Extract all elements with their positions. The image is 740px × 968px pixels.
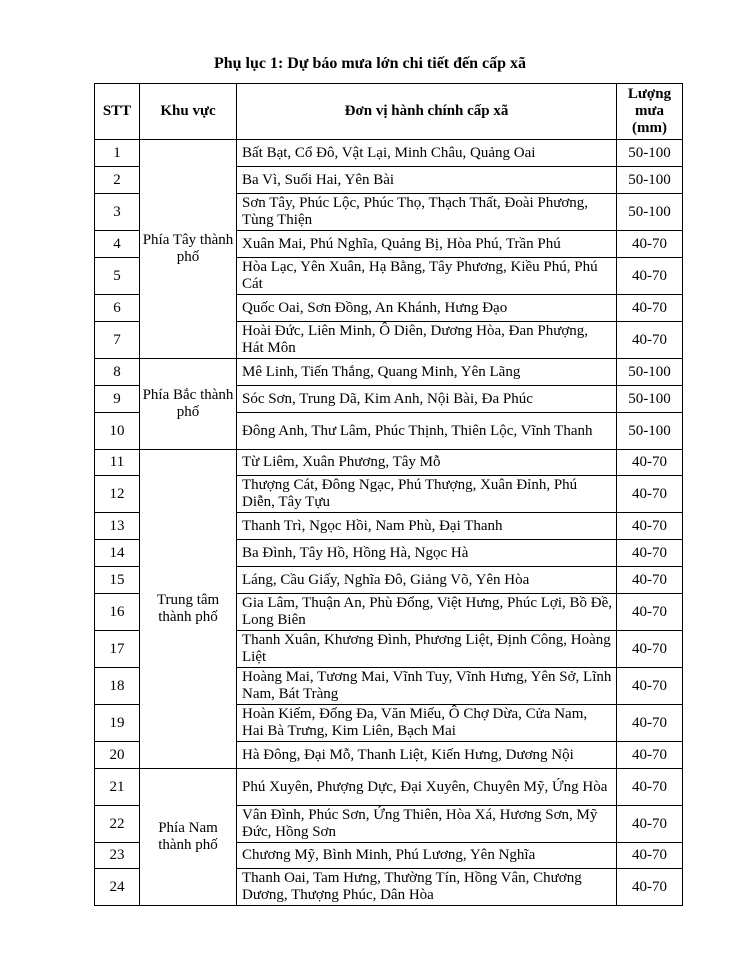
- stt-cell: 4: [95, 231, 140, 258]
- header-region: Khu vực: [140, 84, 237, 140]
- rainfall-cell: 50-100: [617, 386, 683, 413]
- rainfall-cell: 40-70: [617, 540, 683, 567]
- rainfall-cell: 40-70: [617, 450, 683, 476]
- rainfall-cell: 40-70: [617, 258, 683, 295]
- stt-cell: 11: [95, 450, 140, 476]
- rainfall-cell: 40-70: [617, 567, 683, 594]
- wards-cell: Vân Đình, Phúc Sơn, Ứng Thiên, Hòa Xá, Hương Sơn, Mỹ Đức, Hồng Sơn: [237, 806, 617, 843]
- wards-cell: Hoàng Mai, Tương Mai, Vĩnh Tuy, Vĩnh Hưng, Yên Sở, Lĩnh Nam, Bát Tràng: [237, 668, 617, 705]
- stt-cell: 18: [95, 668, 140, 705]
- rainfall-cell: 50-100: [617, 194, 683, 231]
- wards-cell: Thanh Xuân, Khương Đình, Phương Liệt, Định Công, Hoàng Liệt: [237, 631, 617, 668]
- rainfall-table: [94, 83, 683, 906]
- wards-cell: Ba Vì, Suối Hai, Yên Bài: [237, 167, 617, 194]
- header-rainfall: Lượng mưa (mm): [617, 84, 683, 140]
- wards-cell: Quốc Oai, Sơn Đồng, An Khánh, Hưng Đạo: [237, 295, 617, 322]
- rainfall-cell: 40-70: [617, 231, 683, 258]
- stt-cell: 2: [95, 167, 140, 194]
- rainfall-cell: 40-70: [617, 769, 683, 806]
- rainfall-cell: 40-70: [617, 705, 683, 742]
- stt-cell: 15: [95, 567, 140, 594]
- header-stt: STT: [95, 84, 140, 140]
- stt-cell: 3: [95, 194, 140, 231]
- table-row: [95, 140, 683, 167]
- region-cell-west: Phía Tây thành phố: [140, 140, 237, 359]
- table-row: [95, 769, 683, 806]
- stt-cell: 12: [95, 476, 140, 513]
- rainfall-cell: 50-100: [617, 359, 683, 386]
- wards-cell: Phú Xuyên, Phượng Dực, Đại Xuyên, Chuyên Mỹ, Ứng Hòa: [237, 769, 617, 806]
- rainfall-cell: 40-70: [617, 322, 683, 359]
- wards-cell: Từ Liêm, Xuân Phương, Tây Mỗ: [237, 450, 617, 476]
- stt-cell: 5: [95, 258, 140, 295]
- region-cell-south: Phía Nam thành phố: [140, 769, 237, 906]
- stt-cell: 19: [95, 705, 140, 742]
- wards-cell: Xuân Mai, Phú Nghĩa, Quảng Bị, Hòa Phú, Trần Phú: [237, 231, 617, 258]
- stt-cell: 14: [95, 540, 140, 567]
- stt-cell: 9: [95, 386, 140, 413]
- rainfall-cell: 50-100: [617, 140, 683, 167]
- rainfall-cell: 40-70: [617, 806, 683, 843]
- wards-cell: Bất Bạt, Cổ Đô, Vật Lại, Minh Châu, Quảng Oai: [237, 140, 617, 167]
- wards-cell: Láng, Cầu Giấy, Nghĩa Đô, Giảng Võ, Yên Hòa: [237, 567, 617, 594]
- wards-cell: Thanh Trì, Ngọc Hồi, Nam Phù, Đại Thanh: [237, 513, 617, 540]
- wards-cell: Sơn Tây, Phúc Lộc, Phúc Thọ, Thạch Thất, Đoài Phương, Tùng Thiện: [237, 194, 617, 231]
- wards-cell: Thượng Cát, Đông Ngạc, Phú Thượng, Xuân Đỉnh, Phú Diễn, Tây Tựu: [237, 476, 617, 513]
- stt-cell: 6: [95, 295, 140, 322]
- wards-cell: Sóc Sơn, Trung Dã, Kim Anh, Nội Bài, Đa Phúc: [237, 386, 617, 413]
- table-row: [95, 359, 683, 386]
- wards-cell: Hà Đông, Đại Mỗ, Thanh Liệt, Kiến Hưng, Dương Nội: [237, 742, 617, 769]
- rainfall-cell: 40-70: [617, 869, 683, 906]
- rainfall-cell: 50-100: [617, 167, 683, 194]
- wards-cell: Chương Mỹ, Bình Minh, Phú Lương, Yên Nghĩa: [237, 843, 617, 869]
- stt-cell: 24: [95, 869, 140, 906]
- rainfall-cell: 40-70: [617, 668, 683, 705]
- rainfall-cell: 40-70: [617, 295, 683, 322]
- stt-cell: 7: [95, 322, 140, 359]
- stt-cell: 22: [95, 806, 140, 843]
- stt-cell: 8: [95, 359, 140, 386]
- stt-cell: 20: [95, 742, 140, 769]
- rainfall-cell: 40-70: [617, 513, 683, 540]
- wards-cell: Gia Lâm, Thuận An, Phù Đổng, Việt Hưng, Phúc Lợi, Bồ Đề, Long Biên: [237, 594, 617, 631]
- wards-cell: Đông Anh, Thư Lâm, Phúc Thịnh, Thiên Lộc, Vĩnh Thanh: [237, 413, 617, 450]
- header-wards: Đơn vị hành chính cấp xã: [237, 84, 617, 140]
- wards-cell: Hòa Lạc, Yên Xuân, Hạ Bằng, Tây Phương, Kiều Phú, Phú Cát: [237, 258, 617, 295]
- stt-cell: 23: [95, 843, 140, 869]
- stt-cell: 13: [95, 513, 140, 540]
- wards-cell: Ba Đình, Tây Hồ, Hồng Hà, Ngọc Hà: [237, 540, 617, 567]
- stt-cell: 21: [95, 769, 140, 806]
- table-row: [95, 450, 683, 476]
- stt-cell: 1: [95, 140, 140, 167]
- rainfall-cell: 40-70: [617, 594, 683, 631]
- stt-cell: 10: [95, 413, 140, 450]
- rainfall-cell: 40-70: [617, 476, 683, 513]
- region-cell-center: Trung tâm thành phố: [140, 450, 237, 769]
- rainfall-cell: 50-100: [617, 413, 683, 450]
- rainfall-cell: 40-70: [617, 843, 683, 869]
- region-cell-north: Phía Bắc thành phố: [140, 359, 237, 450]
- wards-cell: Hoàn Kiếm, Đống Đa, Văn Miếu, Ô Chợ Dừa, Cửa Nam, Hai Bà Trưng, Kim Liên, Bạch Mai: [237, 705, 617, 742]
- rainfall-cell: 40-70: [617, 742, 683, 769]
- wards-cell: Mê Linh, Tiến Thắng, Quang Minh, Yên Lãng: [237, 359, 617, 386]
- wards-cell: Thanh Oai, Tam Hưng, Thường Tín, Hồng Vân, Chương Dương, Thượng Phúc, Dân Hòa: [237, 869, 617, 906]
- wards-cell: Hoài Đức, Liên Minh, Ô Diên, Dương Hòa, Đan Phượng, Hát Môn: [237, 322, 617, 359]
- stt-cell: 16: [95, 594, 140, 631]
- stt-cell: 17: [95, 631, 140, 668]
- page-title: Phụ lục 1: Dự báo mưa lớn chi tiết đến cấp xã: [213, 55, 527, 72]
- table-header-row: [95, 84, 683, 140]
- rainfall-cell: 40-70: [617, 631, 683, 668]
